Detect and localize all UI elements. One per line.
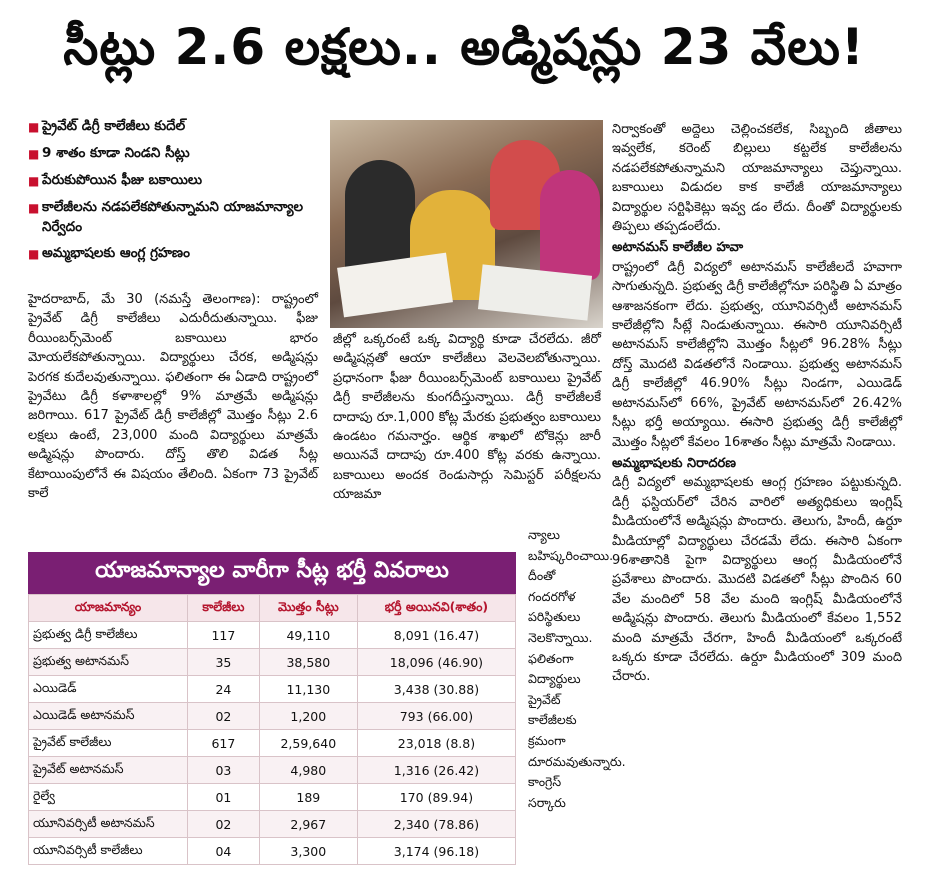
bullet-icon: ■ <box>28 247 40 261</box>
table-cell: 49,110 <box>259 622 357 649</box>
table-row <box>29 622 516 649</box>
table-cell: 1,200 <box>259 703 357 730</box>
table-cell: 1,316 (26.42) <box>357 757 515 784</box>
bullet-icon: ■ <box>28 120 40 134</box>
table-cell: 8,091 (16.47) <box>357 622 515 649</box>
table-cell: యూనివర్సిటీ కాలేజీలు <box>29 838 188 865</box>
seats-table <box>28 594 516 865</box>
bullet-icon: ■ <box>28 201 40 215</box>
table-cell: 2,59,640 <box>259 730 357 757</box>
article-column-1 <box>28 290 318 503</box>
table-row <box>29 784 516 811</box>
table-row <box>29 703 516 730</box>
table-cell: 24 <box>188 676 260 703</box>
bullet-item: ■ కాలేజీలను నడపలేకపోతున్నామని యాజమాన్యాల నిర్వేదం <box>28 199 304 235</box>
table-cell: ప్రైవేట్ కాలేజీలు <box>29 730 188 757</box>
table-row <box>29 676 516 703</box>
bullet-icon: ■ <box>28 174 40 188</box>
table-cell: 04 <box>188 838 260 865</box>
table-cell: 23,018 (8.8) <box>357 730 515 757</box>
table-cell: 3,174 (96.18) <box>357 838 515 865</box>
news-photo <box>330 120 603 328</box>
article-paragraph: హైదరాబాద్, మే 30 (నమస్తే తెలంగాణ): రాష్ట్రంలో ప్రైవేట్ డిగ్రీ కాలేజీలు ఎదురీదుతున్నాయి. ఫీజు రీయింబర్స్‌మెంట్ బకాయిలు భారం మోయలేకపోతున్నాయి. విద్యార్థులు చేరక, అడ్మిషన్లు పెరగక కుదేలవుతున్నాయి. ఫలితంగా ఈ ఏడాది రాష్ట్రంలో ప్రైవేటు డిగ్రీ కళాశాలల్లో 9% మాత్రమే అడ్మిషన్లు జరిగాయి. 617 ప్రైవేట్ డిగ్రీ కాలేజీల్లో మొత్తం సీట్లు 2.6 లక్షలు ఉంటే, 23,000 మంది విద్యార్థులు మాత్రమే అడ్మిషన్లు పొందారు. దోస్త్ తొలి విడత సీట్ల కేటాయింపులోనే ఈ విషయం తేలింది. ఏకంగా 73 ప్రైవేట్ కాలే <box>28 292 318 502</box>
table-cell: ప్రభుత్వ అటానమస్ <box>29 649 188 676</box>
table-header-row <box>29 595 516 622</box>
table-cell: 38,580 <box>259 649 357 676</box>
photo-figure <box>540 170 600 280</box>
table-cell: 03 <box>188 757 260 784</box>
headline: సీట్లు 2.6 లక్షలు.. అడ్మిషన్లు 23 వేలు! <box>63 18 865 76</box>
article-column-2 <box>333 330 601 505</box>
table-title: యాజమాన్యాల వారీగా సీట్ల భర్తీ వివరాలు <box>28 552 516 594</box>
table-row <box>29 730 516 757</box>
article-paragraph: జీల్లో ఒక్కరంటే ఒక్క విద్యార్థి కూడా చేరలేదు. జీరో అడ్మిషన్లతో ఆయా కాలేజీలు వెలవెలబోతున్నాయి. ప్రధానంగా ఫీజు రీయింబర్స్‌మెంట్ బకాయిలు ప్రైవేట్ డిగ్రీ కాలేజీలను కుంగదీస్తున్నాయి. డిగ్రీ కాలేజీలకే దాదాపు రూ.1,000 కోట్ల మేరకు ప్రభుత్వం బకాయిలు ఉండటం గమనార్హం. ఆర్థిక శాఖలో టోకెన్లు జారీ అయినవే దాదాపు రూ.400 కోట్ల వరకు ఉన్నాయి. బకాయిలు అందక రెండుసార్లు సెమిస్టర్ పరీక్షలను యాజమా <box>333 332 601 503</box>
table-cell: 3,438 (30.88) <box>357 676 515 703</box>
table-cell: 11,130 <box>259 676 357 703</box>
table-cell: ఎయిడెడ్ అటానమస్ <box>29 703 188 730</box>
table-cell: 18,096 (46.90) <box>357 649 515 676</box>
bullet-item: ■ 9 శాతం కూడా నిండని సీట్లు <box>28 143 318 164</box>
table-row <box>29 811 516 838</box>
table-cell: 189 <box>259 784 357 811</box>
table-cell: 793 (66.00) <box>357 703 515 730</box>
subheading: అమ్మభాషలకు నిరాదరణ <box>612 455 736 471</box>
table-header-cell: యాజమాన్యం <box>29 595 188 622</box>
table-cell: 4,980 <box>259 757 357 784</box>
article-paragraph: నిర్వాకంతో అద్దెలు చెల్లించకలేక, సిబ్బంది జీతాలు ఇవ్వలేక, కరెంట్ బిల్లులు కట్టలేక కాలేజీలను నడపలేకపోతున్నామని యాజమాన్యాలు చెప్తున్నాయి. బకాయిలు విడుదల కాక కాలేజీ యాజమాన్యాలు విద్యార్థుల సర్టిఫికెట్లు ఇవ్వ డం లేదు. దీంతో విద్యార్థులకు తిప్పలు తప్పడంలేదు. <box>612 122 902 235</box>
bullet-item: ■ ప్రైవేట్ డిగ్రీ కాలేజీలు కుదేల్ <box>28 116 318 137</box>
subheading: అటానమస్ కాలేజీల హవా <box>612 240 744 256</box>
table-cell: ఎయిడెడ్ <box>29 676 188 703</box>
bullet-icon: ■ <box>28 147 40 161</box>
table-cell: ప్రైవేట్ అటానమస్ <box>29 757 188 784</box>
article-paragraph: న్యాలు బహిష్కరించాయి. దీంతో గందరగోళ పరిస్థితులు నెలకొన్నాయి. ఫలితంగా విద్యార్థులు ప్రైవేట్ కాలేజీలకు క్రమంగా దూరమవుతున్నారు. కాంగ్రెస్ సర్కారు <box>528 527 626 810</box>
table-cell: 617 <box>188 730 260 757</box>
bullet-item: ■ పేరుకుపోయిన ఫీజు బకాయిలు <box>28 170 318 191</box>
table-cell: 2,967 <box>259 811 357 838</box>
table-cell: 3,300 <box>259 838 357 865</box>
table-row <box>29 838 516 865</box>
table-cell: 35 <box>188 649 260 676</box>
article-column-3 <box>612 120 902 687</box>
table-row <box>29 757 516 784</box>
table-cell: 02 <box>188 703 260 730</box>
table-cell: 02 <box>188 811 260 838</box>
table-cell: 170 (89.94) <box>357 784 515 811</box>
table-cell: 2,340 (78.86) <box>357 811 515 838</box>
bullet-list <box>28 116 318 270</box>
table-header-cell: కాలేజీలు <box>188 595 260 622</box>
table-cell: ప్రభుత్వ డిగ్రీ కాలేజీలు <box>29 622 188 649</box>
article-paragraph: రాష్ట్రంలో డిగ్రీ విద్యలో అటానమస్ కాలేజీలదే హవాగా సాగుతున్నది. ప్రభుత్వ డిగ్రీ కాలేజీల్లోనూ పరిస్థితి ఏ మాత్రం ఆశాజనకంగా లేదు. ప్రభుత్వ, యూనివర్సిటీ అటానమస్ కాలేజీల్లోని సీట్లే నిండుతున్నాయి. ఈసారి యూనివర్సిటీ అటానమస్ కాలేజీల్లోని మొత్తం సీట్లలో 96.28% సీట్లు దోస్త్ మొదటి విడతలోనే నిండాయి. ప్రభుత్వ అటానమస్ డిగ్రీ కాలేజీల్లో 46.90% సీట్లు నిండగా, ఎయిడెడ్ అటానమస్‌లో 66%, ప్రైవేట్ అటానమస్‌లో 26.42% సీట్లు భర్తీ అయ్యాయి. ఈసారి ప్రభుత్వ డిగ్రీ కాలేజీల్లో మొత్తం సీట్లలో కేవలం 16శాతం సీట్లు మాత్రమే నిండాయి. <box>612 259 902 450</box>
table-cell: యూనివర్సిటీ అటానమస్ <box>29 811 188 838</box>
article-paragraph: డిగ్రీ విద్యలో అమ్మభాషలకు ఆంగ్ల గ్రహణం పట్టుకున్నది. డిగ్రీ ఫస్టియర్‌లో చేరిన వారిలో అత్యధికులు ఇంగ్లిష్ మీడియంలోనే అడ్మిషన్లు పొందారు. తెలుగు, హిందీ, ఉర్దూ మీడియాల్లో విద్యార్థులు చేరడమే లేదు. ఈసారి ఏకంగా 96శాతానికి పైగా విద్యార్థులు ఆంగ్ల మీడియంలోనే ప్రవేశాలు పొందారు. మొదటి విడతలో సీట్లు పొందిన 60 వేల మందిలో 58 వేల మంది ఇంగ్లిష్ మీడియంలోనే అడ్మిషన్లు పొందారు. తెలుగు మీడియంలో కేవలం 1,552 మంది మాత్రమే చేరగా, హిందీ మీడియంలో ఒక్కరంటే ఒక్కరు కూడా చేరలేదు. ఉర్దూ మీడియంలో 309 మంది చేరారు. <box>612 475 902 685</box>
article-column-2-continued <box>528 525 626 813</box>
table-row <box>29 649 516 676</box>
bullet-item: ■ అమ్మభాషలకు ఆంగ్ల గ్రహణం <box>28 243 318 264</box>
table-cell: 01 <box>188 784 260 811</box>
table-header-cell: మొత్తం సీట్లు <box>259 595 357 622</box>
table-header-cell: భర్తీ అయినవి(శాతం) <box>357 595 515 622</box>
table-cell: 117 <box>188 622 260 649</box>
table-cell: రైల్వే <box>29 784 188 811</box>
